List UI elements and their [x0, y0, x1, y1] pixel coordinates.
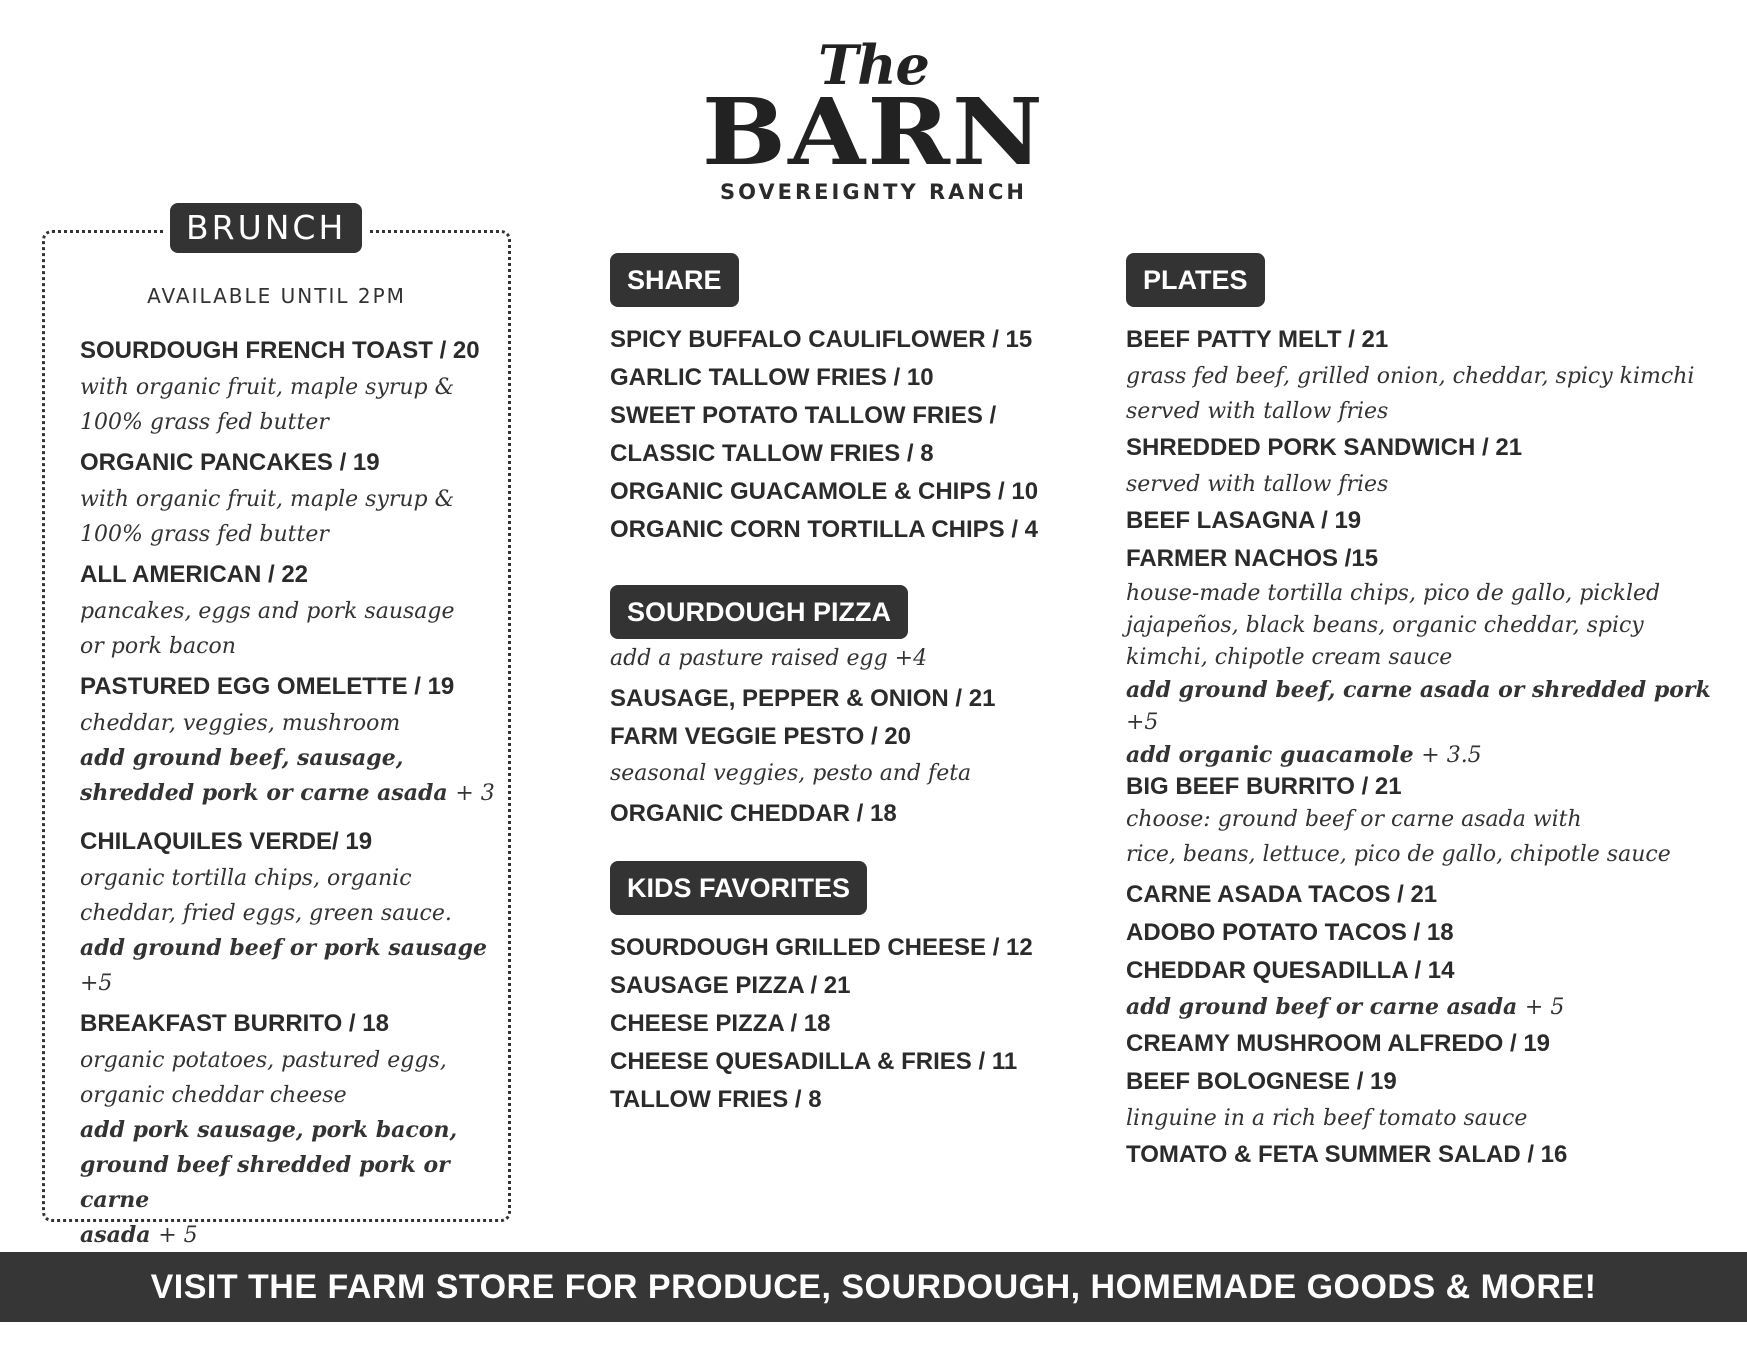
- menu-item: [80, 556, 500, 664]
- menu-item-title: SWEET POTATO TALLOW FRIES /: [610, 402, 997, 429]
- menu-item: [80, 1005, 500, 1253]
- menu-item-title: CLASSIC TALLOW FRIES / 8: [610, 440, 934, 467]
- menu-item-desc: cheddar, fried eggs, green sauce.: [80, 901, 452, 926]
- menu-item-title: CHEESE QUESADILLA & FRIES / 11: [610, 1048, 1018, 1075]
- middle-column: [610, 253, 1039, 1119]
- menu-item-title: TALLOW FRIES / 8: [610, 1086, 822, 1113]
- menu-item-addon: add organic guacamole + 3.5: [1126, 742, 1482, 768]
- menu-item-desc: with organic fruit, maple syrup &: [80, 487, 455, 512]
- menu-item-title: FARM VEGGIE PESTO / 20: [610, 723, 911, 750]
- brunch-items: [80, 332, 500, 1253]
- menu-item-title: SAUSAGE PIZZA / 21: [610, 972, 851, 999]
- menu-item-desc: 100% grass fed butter: [80, 522, 329, 547]
- menu-item-title: CARNE ASADA TACOS / 21: [1126, 881, 1438, 908]
- menu-item-title: BIG BEEF BURRITO / 21: [1126, 773, 1402, 800]
- menu-item-desc: organic potatoes, pastured eggs,: [80, 1048, 447, 1073]
- logo-barn: BARN: [701, 78, 1046, 186]
- menu-item-addon: ground beef shredded pork or carne: [80, 1152, 450, 1213]
- share-items: [610, 321, 1039, 549]
- menu-item-title: BEEF LASAGNA / 19: [1126, 507, 1362, 534]
- menu-item-addon: add ground beef, sausage,: [80, 745, 404, 771]
- footer-banner: VISIT THE FARM STORE FOR PRODUCE, SOURDOUGH, HOMEMADE GOODS & MORE!: [0, 1252, 1747, 1322]
- menu-item-addon: asada + 5: [80, 1222, 198, 1248]
- menu-item-title: BEEF PATTY MELT / 21: [1126, 326, 1389, 353]
- menu-item-desc: grass fed beef, grilled onion, cheddar, spicy kimchi: [1126, 364, 1695, 389]
- menu-item-title: CHEESE PIZZA / 18: [610, 1010, 831, 1037]
- menu-item-desc: served with tallow fries: [1126, 472, 1389, 497]
- menu-item-desc: 100% grass fed butter: [80, 410, 329, 435]
- kids-heading: KIDS FAVORITES: [610, 861, 867, 915]
- menu-item: [80, 823, 500, 1001]
- menu-item-addon: add ground beef or carne asada + 5: [1126, 994, 1565, 1020]
- menu-item-title: BEEF BOLOGNESE / 19: [1126, 1068, 1397, 1095]
- menu-item-desc: with organic fruit, maple syrup &: [80, 375, 455, 400]
- menu-item-title: ORGANIC GUACAMOLE & CHIPS / 10: [610, 478, 1039, 505]
- pizza-heading: SOURDOUGH PIZZA: [610, 585, 908, 639]
- brunch-heading: BRUNCH: [170, 203, 362, 253]
- plates-heading: PLATES: [1126, 253, 1265, 307]
- menu-item: [80, 332, 500, 440]
- menu-item-title: PASTURED EGG OMELETTE / 19: [80, 673, 455, 700]
- menu-item-desc: organic tortilla chips, organic: [80, 866, 412, 891]
- menu-item: [80, 668, 500, 811]
- menu-item-title: ALL AMERICAN / 22: [80, 561, 309, 588]
- menu-item-title: SHREDDED PORK SANDWICH / 21: [1126, 434, 1523, 461]
- menu-item-addon: add ground beef or pork sausage +5: [80, 935, 487, 996]
- brunch-availability: AVAILABLE UNTIL 2PM: [147, 284, 406, 308]
- menu-item-title: SPICY BUFFALO CAULIFLOWER / 15: [610, 326, 1033, 353]
- pizza-items: [610, 680, 1030, 833]
- menu-item-title: SAUSAGE, PEPPER & ONION / 21: [610, 685, 996, 712]
- menu-item-title: SOURDOUGH GRILLED CHEESE / 12: [610, 934, 1033, 961]
- pizza-note: add a pasture raised egg +4: [610, 646, 928, 671]
- menu-item-title: ADOBO POTATO TACOS / 18: [1126, 919, 1454, 946]
- menu-item-addon: shredded pork or carne asada + 3: [80, 780, 495, 806]
- menu-item-desc: rice, beans, lettuce, pico de gallo, chipotle sauce: [1126, 842, 1671, 867]
- plates-column: [1126, 253, 1726, 1174]
- menu-item-title: CHEDDAR QUESADILLA / 14: [1126, 957, 1455, 984]
- menu-item-desc: linguine in a rich beef tomato sauce: [1126, 1106, 1528, 1131]
- menu-item-title: BREAKFAST BURRITO / 18: [80, 1010, 389, 1037]
- menu-item-addon: add ground beef, carne asada or shredded pork +5: [1126, 677, 1711, 735]
- menu-item-desc: served with tallow fries: [1126, 399, 1389, 424]
- menu-item-title: ORGANIC CORN TORTILLA CHIPS / 4: [610, 516, 1039, 543]
- menu-item-desc: jajapeños, black beans, organic cheddar, spicy: [1126, 613, 1644, 638]
- restaurant-logo: [0, 33, 1747, 204]
- menu-item-title: CREAMY MUSHROOM ALFREDO / 19: [1126, 1030, 1551, 1057]
- menu-item-desc: cheddar, veggies, mushroom: [80, 711, 401, 736]
- plates-items: [1126, 321, 1726, 1174]
- menu-item-title: ORGANIC CHEDDAR / 18: [610, 800, 897, 827]
- menu-item-desc: or pork bacon: [80, 634, 236, 659]
- logo-the: The: [818, 33, 929, 97]
- menu-item-title: FARMER NACHOS /15: [1126, 545, 1379, 572]
- menu-item-title: ORGANIC PANCAKES / 19: [80, 449, 380, 476]
- menu-item-addon: add pork sausage, pork bacon,: [80, 1117, 458, 1143]
- kids-items: [610, 929, 1033, 1119]
- menu-item-title: CHILAQUILES VERDE/ 19: [80, 828, 373, 855]
- menu-item-desc: organic cheddar cheese: [80, 1083, 347, 1108]
- menu-item: [80, 444, 500, 552]
- logo-subtitle: SOVEREIGNTY RANCH: [720, 180, 1027, 204]
- menu-item-desc: pancakes, eggs and pork sausage: [80, 599, 455, 624]
- menu-item-desc: kimchi, chipotle cream sauce: [1126, 645, 1453, 670]
- share-heading: SHARE: [610, 253, 739, 307]
- menu-item-title: TOMATO & FETA SUMMER SALAD / 16: [1126, 1141, 1568, 1168]
- menu-item-desc: choose: ground beef or carne asada with: [1126, 807, 1582, 832]
- menu-item-desc: house-made tortilla chips, pico de gallo, pickled: [1126, 581, 1661, 606]
- menu-item-title: SOURDOUGH FRENCH TOAST / 20: [80, 337, 480, 364]
- menu-item-title: GARLIC TALLOW FRIES / 10: [610, 364, 934, 391]
- menu-item-desc: seasonal veggies, pesto and feta: [610, 761, 972, 786]
